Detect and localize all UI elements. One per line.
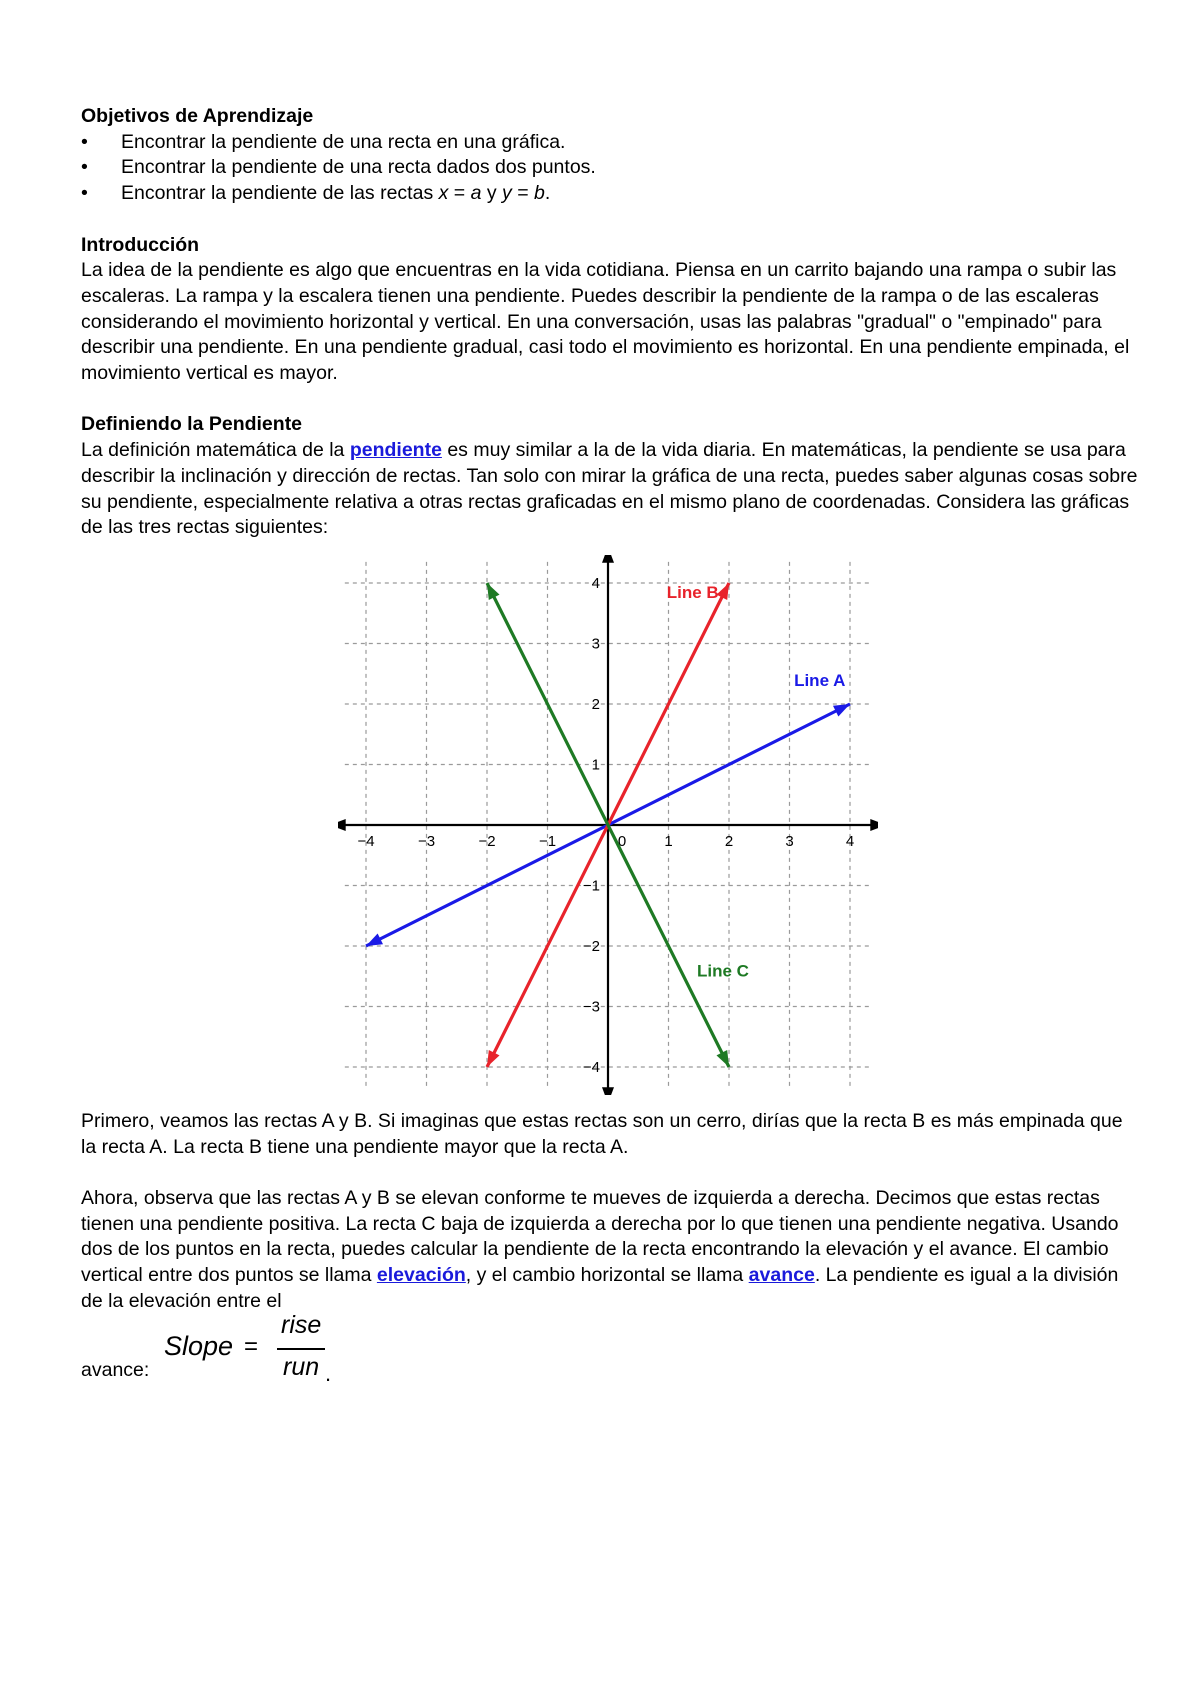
series-arrow-start-icon xyxy=(366,933,383,946)
y-tick-label: 2 xyxy=(591,695,600,713)
y-tick-label: −2 xyxy=(582,937,600,955)
y-tick-label: −1 xyxy=(582,877,600,895)
list-item: • Encontrar la pendiente de una recta en una gráfica. xyxy=(81,130,1141,156)
series-label: Line B xyxy=(666,583,719,603)
intro-paragraph: La idea de la pendiente es algo que encuentras en la vida cotidiana. Piensa en un carrito bajando una rampa o subir las escaleras. La rampa y la escalera tienen una pendiente. Puedes describir la pendiente de la rampa o de las escaleras considerando el movimiento horizontal y vertical. En una conversación, usas las palabras "gradual" o "empinado" para describir una pendiente. En una pendiente gradual, casi todo el movimiento es horizontal. En una pendiente empinada, el movimiento vertical es mayor. xyxy=(81,259,1130,385)
x-tick-label: 2 xyxy=(724,832,734,850)
formula-denominator: run xyxy=(283,1353,320,1381)
list-item: • Encontrar la pendiente de las rectas x = a y y = b. xyxy=(81,181,1141,207)
formula-end: . xyxy=(325,1361,332,1386)
x-tick-label: −3 xyxy=(417,832,436,850)
y-tick-label: 3 xyxy=(591,635,600,653)
first-look-paragraph: Primero, veamos las rectas A y B. Si imaginas que estas rectas son un cerro, dirías que la recta B es más empinada que la recta A. La recta B tiene una pendiente mayor que la recta A. xyxy=(81,1109,1123,1158)
x-tick-label: −1 xyxy=(538,832,557,850)
definition-paragraph: La definición matemática de la pendiente es muy similar a la de la vida diaria. En matemáticas, la pendiente se usa para describir la inclinación y dirección de rectas. Tan solo con mirar la gráfica de una recta, puedes saber algunas cosas sobre su pendiente, especialmente relativa a otras rectas graficadas en el mismo plano de coordenadas. Considera las gráficas de las tres rectas siguientes: xyxy=(81,439,1138,539)
objectives-list xyxy=(81,130,1141,207)
fraction-bar xyxy=(277,1348,325,1350)
avance-link[interactable]: avance xyxy=(748,1264,815,1287)
series-arrow-start-icon xyxy=(487,1050,500,1067)
elevacion-link[interactable]: elevación xyxy=(376,1264,466,1287)
x-tick-label: −2 xyxy=(478,832,496,850)
x-axis-arrow-right-icon xyxy=(870,819,878,831)
series-label: Line A xyxy=(794,670,846,690)
y-tick-label: −3 xyxy=(582,998,600,1016)
slope-formula xyxy=(81,1311,481,1391)
pendiente-link[interactable]: pendiente xyxy=(349,439,442,462)
x-tick-label: 0 xyxy=(617,832,627,850)
y-tick-label: −4 xyxy=(582,1058,600,1076)
y-tick-label: 4 xyxy=(591,574,600,592)
document-page xyxy=(81,104,1141,1315)
definition-heading: Definiendo la Pendiente xyxy=(81,413,303,436)
list-item: • Encontrar la pendiente de una recta dados dos puntos. xyxy=(81,155,1141,181)
x-tick-label: 4 xyxy=(845,832,855,850)
objectives-heading: Objetivos de Aprendizaje xyxy=(81,105,314,127)
y-tick-label: 1 xyxy=(591,756,600,774)
y-axis-arrow-up-icon xyxy=(602,555,614,563)
x-tick-label: 3 xyxy=(785,832,794,850)
x-axis-arrow-left-icon xyxy=(338,819,346,831)
y-axis-arrow-down-icon xyxy=(602,1087,614,1095)
slope-graph xyxy=(338,555,878,1095)
series-arrow-start-icon xyxy=(487,583,500,600)
graph-svg xyxy=(338,555,878,1095)
series-arrow-end-icon xyxy=(716,1050,729,1067)
series-label: Line C xyxy=(696,961,749,981)
intro-heading: Introducción xyxy=(81,233,200,256)
formula-slope: Slope xyxy=(164,1331,234,1361)
formula-lead: avance: xyxy=(81,1359,150,1381)
formula-equals: = xyxy=(244,1333,259,1360)
x-tick-label: −4 xyxy=(357,832,375,850)
now-paragraph: Ahora, observa que las rectas A y B se elevan conforme te mueves de izquierda a derecha. Decimos que estas rectas tienen una pendiente positiva. La recta C baja de izquierda a derecha por lo que tienen una pendiente negativa. Usando dos de los puntos en la recta, puedes calcular la pendiente de la recta encontrando la elevación y el avance. El cambio vertical entre dos puntos se llama elevación, y el cambio horizontal se llama avance. La pendiente es igual a la división de la elevación entre el xyxy=(81,1187,1119,1312)
x-tick-label: 1 xyxy=(664,832,673,850)
series-arrow-end-icon xyxy=(833,704,850,717)
formula-numerator: rise xyxy=(281,1311,322,1339)
